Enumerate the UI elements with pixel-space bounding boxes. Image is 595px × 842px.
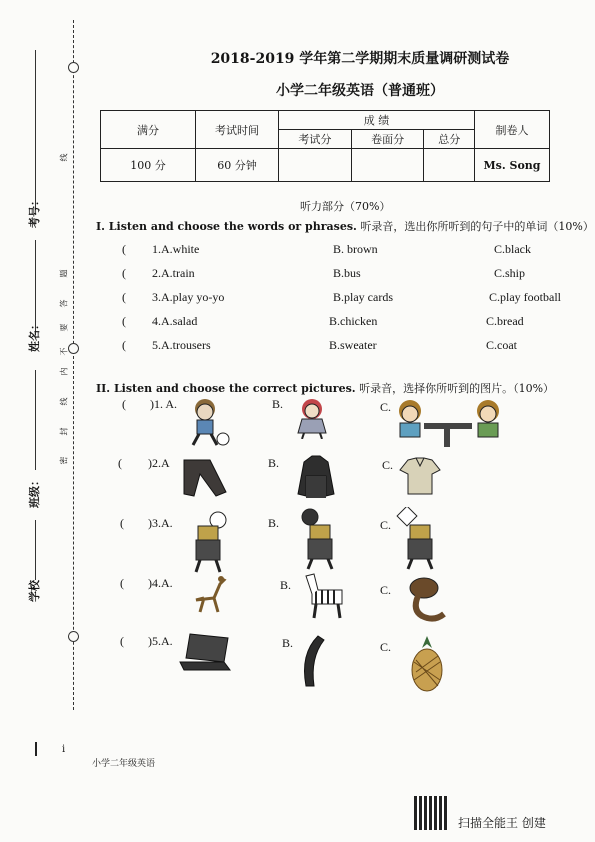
footer-page-mark: i [62,744,66,755]
option-a: 2.A.train [152,266,195,280]
answer-bracket[interactable]: ( [122,266,126,280]
part2-heading: II. Listen and choose the correct pictures. [96,382,356,395]
option-a: 3.A.play yo-yo [152,290,225,304]
exam-score-cell[interactable] [279,149,352,182]
part1-heading: I. Listen and choose the words or phrases. [96,220,357,233]
seal-char: 题 [59,269,69,278]
answer-bracket[interactable]: ( [120,576,124,590]
seal-char: 答 [59,299,69,308]
school-line [35,520,36,580]
option-a: 1.A.white [152,242,200,256]
giraffe-picture [190,574,232,614]
seal-char: 要 [59,323,69,332]
option-b-label: B. [268,516,280,530]
ping-pong-picture [388,397,518,451]
school-label: 学校 [28,580,41,602]
class-label: 班级： [28,475,41,508]
option-a-label: )2.A [148,456,170,470]
zebra-picture [302,570,352,620]
exam-score-header: 考试分 [279,130,352,149]
scanner-watermark: 扫描全能王 创建 [458,816,546,830]
option-a-label: )4.A. [148,576,173,590]
option-c: C.coat [486,338,517,352]
name-label: 姓名： [28,319,41,352]
option-b: B.chicken [329,314,378,328]
coat-picture [296,454,336,500]
exam-number-line [35,50,36,210]
option-c-label: C. [380,583,392,597]
option-b: B.bus [333,266,361,280]
qr-code [414,796,448,830]
exam-subtitle: 小学二年级英语（普通班） [276,83,444,99]
seal-char: 线 [59,397,69,406]
part2-heading-cn: 听录音，选择你所听到的图片。（10%） [359,382,555,395]
answer-bracket[interactable]: ( [122,242,126,256]
option-a-label: )3.A. [148,516,173,530]
part1-heading-cn: 听录音，选出你所听到的句子中的单词（10%） [360,220,594,233]
girl-picture [290,397,340,439]
option-a: 5.A.trousers [152,338,211,352]
robot-clock-picture [186,510,232,574]
answer-bracket[interactable]: ( [122,290,126,304]
answer-bracket[interactable]: ( [118,456,122,470]
seal-char: 封 [59,427,69,436]
option-c: C.play football [489,290,561,304]
seal-char: 不 [59,347,69,356]
grade-header: 成 绩 [279,111,475,130]
full-score-header: 满分 [101,111,196,149]
full-score-value: 100 分 [101,149,196,182]
footer-mark-bar [35,742,37,756]
answer-bracket[interactable]: ( [122,314,126,328]
option-a-label: )5.A. [148,634,173,648]
option-c-label: C. [380,640,392,654]
class-line [35,370,36,470]
listening-heading: 听力部分（70%） [300,200,391,213]
exam-number-label: 考号： [28,195,41,228]
boy-football-picture [185,397,233,447]
answer-bracket[interactable]: ( [120,516,124,530]
answer-bracket[interactable]: ( [122,338,126,352]
answer-bracket[interactable]: ( [122,397,126,411]
binding-hole [68,343,79,354]
binding-hole [68,62,79,73]
seal-char: 密 [59,456,69,465]
option-b-label: B. [282,636,294,650]
laptop-picture [178,632,234,672]
paper-score-header: 卷面分 [351,130,424,149]
option-c-label: C. [382,458,394,472]
option-c: C.bread [486,314,524,328]
option-a: 4.A.salad [152,314,198,328]
seal-char: 线 [59,153,69,162]
part1-heading-row [96,218,594,234]
pineapple-picture [410,634,444,692]
robot-clock-picture [396,507,442,571]
binding-hole [68,631,79,642]
option-c: C.ship [494,266,526,280]
paper-score-cell[interactable] [351,149,424,182]
option-c: C.black [494,242,531,256]
banana-picture [296,634,336,690]
option-b-label: B. [268,456,280,470]
option-c-label: C. [380,400,392,414]
answer-bracket[interactable]: ( [120,634,124,648]
option-a-label: )1. A. [150,397,177,411]
exam-title: 2018-2019 学年第二学期期末质量调研测试卷 [210,51,510,67]
shirt-picture [398,456,442,496]
option-c-label: C. [380,518,392,532]
option-b-label: B. [272,397,284,411]
author-header: 制卷人 [475,111,550,149]
binding-dashed-line [73,20,74,710]
score-table [100,110,550,182]
total-header: 总分 [424,130,475,149]
footer-text: 小学二年级英语 [92,759,156,769]
time-header: 考试时间 [196,111,279,149]
trousers-picture [180,456,230,498]
author-value: Ms. Song [475,149,550,182]
total-score-cell[interactable] [424,149,475,182]
time-value: 60 分钟 [196,149,279,182]
option-b: B.sweater [329,338,377,352]
snake-picture [404,576,448,626]
part2-heading-row [96,380,554,396]
robot-clock-picture [296,507,342,571]
seal-char: 内 [59,367,69,376]
option-b: B. brown [333,242,378,256]
option-b: B.play cards [333,290,393,304]
option-b-label: B. [280,578,292,592]
